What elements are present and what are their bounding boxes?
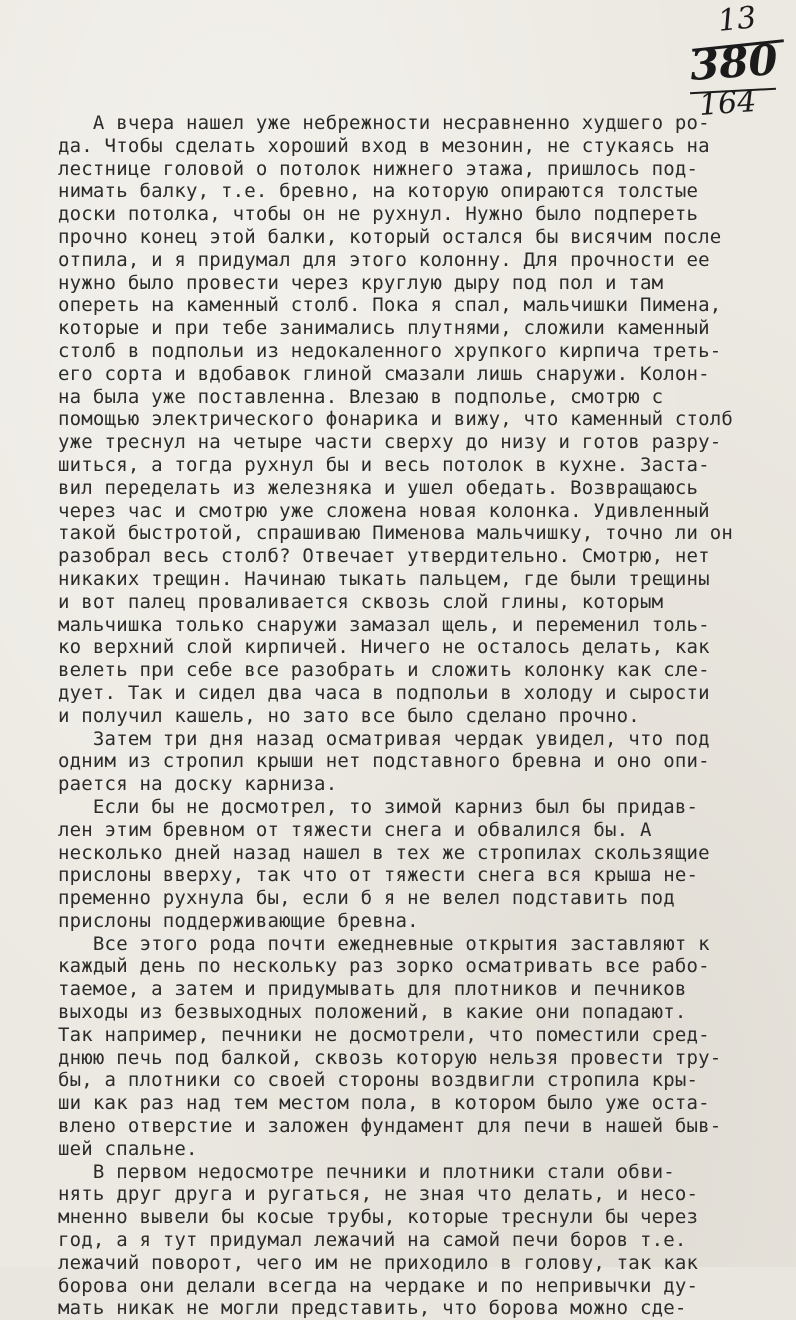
text-line: Все этого рода почти ежедневные открытия заставляют к [58,932,710,955]
text-line: Так например, печники не досмотрели, что поместили сред- [58,1023,710,1046]
folio-number-bottom: 164 [697,84,758,123]
text-line: и получил кашель, но зато все было сделано прочно. [58,704,640,727]
text-line: мать никак не могли представить, что борова можно сде- [58,1297,687,1320]
text-line: через час и смотрю уже сложена новая колонка. Удивленный [58,499,710,522]
folio-number-top: 13 [716,0,758,39]
text-line: прочно конец этой балки, который остался бы висячим после [58,225,722,248]
text-line: днюю печь под балкой, сквозь которую нельзя провести тру- [58,1046,722,1069]
text-line: А вчера нашел уже небрежности несравненно худшего ро- [58,112,710,134]
text-line: столб в подпольи из недокаленного хрупкого кирпича треть- [58,339,722,362]
text-line: В первом недосмотре печники и плотники стали обви- [58,1160,675,1183]
text-line: опереть на каменный столб. Пока я спал, мальчишки Пимена, [58,294,722,317]
text-line: уже треснул на четыре части сверху до низу и готов разру- [58,431,722,454]
text-line: вил переделать из железняка и ушел обедать. Возвращаюсь [58,476,699,499]
text-line: нять друг друга и ругаться, не зная что делать, и несо- [58,1183,699,1206]
text-line: дует. Так и сидел два часа в подпольи в холоду и сырости [58,681,710,704]
text-line: год, а я тут придумал лежачий на самой печи боров т.е. [58,1229,687,1252]
text-line: выходы из безвыходных положений, в какие они попадают. [58,1001,687,1024]
text-line: отпила, и я придумал для этого колонну. Для прочности ее [58,248,710,271]
text-line: борова они делали всегда на чердаке и по непривычки ду- [58,1274,699,1297]
text-line: одним из стропил крыши нет подставного бревна и оно опи- [58,750,710,773]
text-line: ко верхний слой кирпичей. Ничего не осталось делать, как [58,636,710,659]
text-line: которые и при тебе занимались плутнями, сложили каменный [58,317,710,340]
text-line: никаких трещин. Начинаю тыкать пальцем, где были трещины [58,567,710,590]
text-line: прислоны вверху, так что от тяжести снега вся крыша не- [58,864,699,887]
text-line: нужно было провести через круглую дыру под пол и там [58,271,664,294]
text-line: разобрал весь столб? Отвечает утвердительно. Смотрю, нет [58,545,710,568]
text-line: каждый день по нескольку раз зорко осматривать все рабо- [58,955,710,978]
text-line: Затем три дня назад осматривая чердак увидел, что под [58,727,710,750]
text-line: рается на доску карниза. [58,773,338,796]
text-line: шей спальне. [58,1137,198,1160]
text-line: лен этим бревном от тяжести снега и обвалился бы. А [58,818,652,841]
text-line: таемое, а затем и придумывать для плотников и печников [58,978,687,1001]
text-line: прислоны поддерживающие бревна. [58,909,419,932]
text-line: несколько дней назад нашел в тех же стропилах скользящие [58,841,710,864]
text-line: лежачий поворот, чего им не приходило в голову, так как [58,1251,699,1274]
folio-number-main: 380 [688,35,780,90]
text-line: помощью электрического фонарика и вижу, что каменный столб [58,408,734,431]
text-line: влено отверстие и заложен фундамент для печи в нашей быв- [58,1115,722,1138]
text-line: лестнице головой о потолок нижнего этажа, пришлось под- [58,157,699,180]
text-line: велеть при себе все разобрать и сложить колонку как сле- [58,659,710,682]
typewritten-text [58,112,788,1320]
text-line: такой быстротой, спрашиваю Пименова мальчишку, точно ли он [58,522,734,545]
text-line: мненно вывели бы косые трубы, которые треснули бы через [58,1206,699,1229]
text-line: на была уже поставленна. Влезаю в подполье, смотрю с [58,385,664,408]
text-line: доски потолка, чтобы он не рухнул. Нужно было подпереть [58,203,699,226]
text-line: и вот палец проваливается сквозь слой глины, которым [58,590,664,613]
text-line: ши как раз над тем местом пола, в котором было уже оста- [58,1092,710,1115]
text-line: нимать балку, т.е. бревно, на которую опираются толстые [58,180,699,203]
text-line: Если бы не досмотрел, то зимой карниз был бы придав- [58,795,699,818]
text-line: да. Чтобы сделать хороший вход в мезонин, не стукаясь на [58,134,710,157]
text-line: мальчишка только снаружи замазал щель, и переменил толь- [58,613,710,636]
text-line: бы, а плотники со своей стороны воздвигли стропила кры- [58,1069,699,1092]
text-line: его сорта и вдобавок глиной смазали лишь снаружи. Колон- [58,362,710,385]
text-line: шиться, а тогда рухнул бы и весь потолок в кухне. Заста- [58,453,710,476]
text-line: пременно рухнула бы, если б я не велел подставить под [58,887,675,910]
